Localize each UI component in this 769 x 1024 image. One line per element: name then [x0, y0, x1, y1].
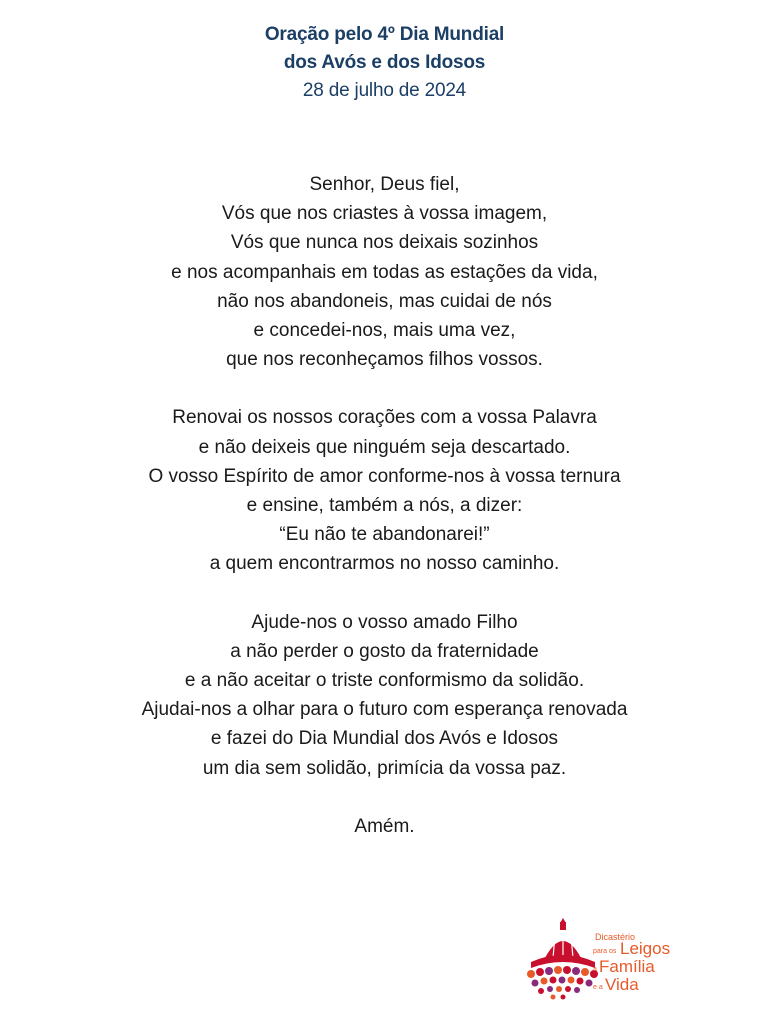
logo-text-dicasterio: Dicastério: [595, 932, 636, 942]
prayer-line: não nos abandoneis, mas cuidai de nós: [217, 290, 552, 312]
prayer-line: e a não aceitar o triste conformismo da solidão.: [184, 670, 585, 692]
stanza-1: [0, 170, 769, 374]
prayer-line: e não deixeis que ninguém seja descartado.: [198, 436, 571, 458]
prayer-line: O vosso Espírito de amor conforme-nos à vossa ternura: [148, 465, 621, 487]
prayer-line: a não perder o gosto da fraternidade: [230, 640, 539, 662]
logo-text-familia: Família: [599, 957, 655, 976]
prayer-line: Ajudai-nos a olhar para o futuro com esperança renovada: [141, 699, 628, 721]
title-line-2: dos Avós e dos Idosos: [283, 52, 486, 73]
logo-text-leigos: Leigos: [620, 939, 671, 958]
prayer-line: “Eu não te abandonarei!”: [279, 524, 490, 546]
prayer-line: Senhor, Deus fiel,: [309, 174, 460, 195]
dicastery-logo: [523, 918, 703, 1000]
logo-text-e-a: e a: [593, 984, 603, 991]
logo-text-vida: Vida: [605, 975, 639, 994]
prayer-line: Vós que nos criastes à vossa imagem,: [221, 203, 548, 225]
prayer-line: e ensine, também a nós, a dizer:: [246, 495, 523, 517]
prayer-line: a quem encontrarmos no nosso caminho.: [209, 553, 560, 575]
prayer-text: [0, 170, 769, 870]
logo-text-para-os: para os: [593, 948, 617, 955]
document-header: [0, 21, 769, 105]
title-line-1: Oração pelo 4º Dia Mundial: [264, 24, 505, 45]
prayer-line: Renovai os nossos corações com a vossa Palavra: [172, 407, 597, 429]
prayer-line: e fazei do Dia Mundial dos Avós e Idosos: [210, 728, 559, 750]
prayer-line: Vós que nunca nos deixais sozinhos: [230, 232, 539, 254]
prayer-line: Ajude-nos o vosso amado Filho: [251, 611, 518, 633]
closing-stanza: [0, 812, 769, 841]
prayer-line: um dia sem solidão, primícia da vossa paz.: [202, 757, 567, 779]
prayer-line: e concedei-nos, mais uma vez,: [253, 320, 516, 342]
closing-amen: Amém.: [354, 815, 415, 837]
stanza-2: [0, 403, 769, 578]
logo-text-a: a: [593, 966, 597, 973]
prayer-line: e nos acompanhais em todas as estações da vida,: [171, 261, 598, 283]
date-line: 28 de julho de 2024: [302, 80, 467, 101]
prayer-line: que nos reconheçamos filhos vossos.: [226, 349, 543, 371]
stanza-3: [0, 608, 769, 783]
